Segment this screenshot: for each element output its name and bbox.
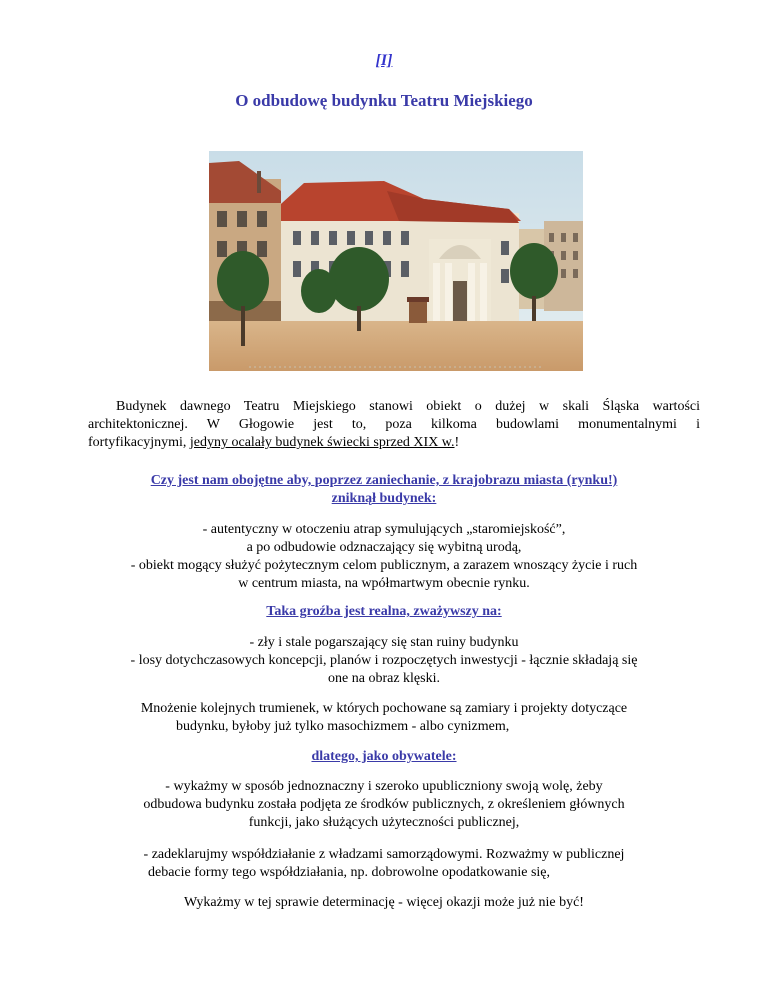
intro-line-1: Budynek dawnego Teatru Miejskiego stanowi obiekt o dużej w skali Śląska wartości [116,399,700,414]
section1-heading-line1: Czy jest nam obojętne aby, poprzez zaniechanie, z krajobrazu miasta (rynku!) [150,473,618,488]
intro-line-3-post: ! [454,435,460,450]
section1-heading-line2: zniknął budynek: [331,491,437,506]
intro-paragraph-end [88,434,700,452]
section4-para2-line-1: - zadeklarujmy współdziałanie z władzami samorządowymi. Rozważmy w publicznej [143,847,625,862]
closing-line: Wykażmy w tej sprawie determinację - więcej okazji może już nie być! [184,895,584,910]
section3-line-1: Mnożenie kolejnych trumienek, w których pochowane są zamiary i projekty dotyczące [140,701,628,716]
intro-line-2: architektonicznej. W Głogowie jest to, poza kilkoma budowlami monumentalnymi i [88,417,700,432]
section2-line-1: - zły i stale pogarszający się stan ruiny budynku [249,635,519,650]
intro-line-3-underlined: jedyny ocalały budynek świecki sprzed XIX w. [189,435,455,450]
section4-para1-line-3: funkcji, jako służących użyteczności publicznej, [248,815,520,830]
intro-line-3-pre: fortyfikacyjnymi, [88,435,190,450]
page-title: O odbudowę budynku Teatru Miejskiego [235,91,533,110]
theatre-illustration [209,151,583,371]
section1-line-1: - autentyczny w otoczeniu atrap symulujących „staromiejskość”, [202,522,566,537]
section4-para1-line-1: - wykażmy w sposób jednoznaczny i szeroko upubliczniony swoją wolę, żeby [165,779,603,794]
section2-line-2: - losy dotychczasowych koncepcji, planów i rozpoczętych inwestycji - łącznie składają się [130,653,638,668]
section-number: [I] [375,52,393,69]
theatre-photo [209,151,583,371]
section4-heading: dlatego, jako obywatele: [311,749,457,764]
intro-paragraph [116,398,700,416]
section1-line-2: a po odbudowie odznaczający się wybitną urodą, [246,540,522,555]
intro-paragraph-cont [88,416,700,434]
section3-line-2: budynku, byłoby już tylko masochizmem - albo cynizmem, [176,719,510,734]
section4-para1-line-2: odbudowa budynku została podjęta ze środków publicznych, z określeniem głównych [143,797,625,812]
section1-line-3: - obiekt mogący służyć pożytecznym celom publicznym, a zarazem wnoszący życie i ruch [130,558,638,573]
section2-heading: Taka groźba jest realna, zważywszy na: [266,604,502,619]
section4-para2-line-2: debacie formy tego współdziałania, np. dobrowolne opodatkowanie się, [148,865,550,880]
section2-line-3: one na obraz klęski. [328,671,440,686]
section1-line-4: w centrum miasta, na wpółmartwym obecnie rynku. [238,576,530,591]
